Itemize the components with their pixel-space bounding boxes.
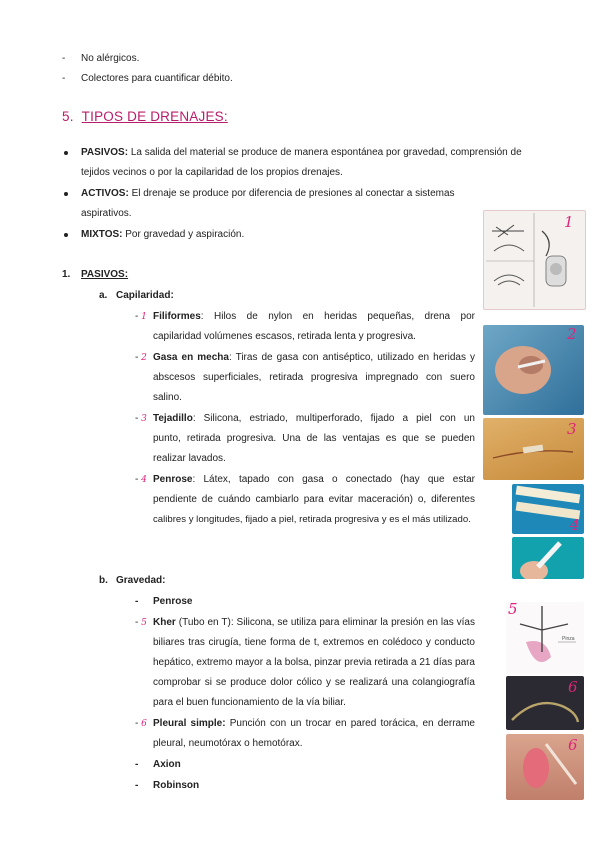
pleural-thorax-photo [506,734,584,800]
bullet-dot [64,233,68,237]
item-tejadillo: - 3 [135,413,147,424]
bullet-activos-cont: aspirativos. [81,208,132,219]
photo-tag-6a: 6 [568,678,578,696]
intro-item-1: - No alérgicos. [62,53,140,64]
intro-item-2: - Colectores para cuantificar débito. [62,73,233,84]
gasa-line-2: abscesos superficiales, retirada progresiva impregnado con suero [153,372,475,383]
photo-tag-4: 4 [570,516,580,534]
diagram-label: Pinza [562,636,575,642]
kher-line-4: comprobar si se produce dolor cólico y se realizará una colangiografía [153,677,475,688]
penrose-line-3: calibres y longitudes, fijado a piel, retirada progresiva y es el más utilizado. [153,514,471,525]
bullet-activos: ACTIVOS: El drenaje se produce por diferencia de presiones al conectar a sistemas [81,188,455,199]
filiformes-line-1: Filiformes: Hilos de nylon en heridas pequeñas, drena por [153,311,475,322]
kher-line-3: hepático, extremo mayor a la bolsa, pinzar previa retirada a 21 días para [153,657,475,668]
bullet-mixtos: MIXTOS: Por gravedad y aspiración. [81,229,245,240]
tejadillo-line-1: Tejadillo: Silicona, estriado, multiperforado, fijado a piel con un [153,413,475,424]
item-pleural: - 6 [135,718,147,729]
kher-line-1: Kher (Tubo en T): Silicona, se utiliza para eliminar la presión en las vías [153,617,475,628]
penrose-line-1: Penrose: Látex, tapado con gasa o conectado (hay que estar [153,474,475,485]
bullet-pasivos: PASIVOS: La salida del material se produce de manera espontánea por gravedad, comprensión de [81,147,522,158]
photo-tag-6b: 6 [568,736,578,754]
item-penrose: - 4 [135,474,147,485]
bullet-dot [64,151,68,155]
penrose-strips-photo [512,484,584,534]
photo-tag-5: 5 [508,602,518,618]
pleural-line-2: pleural, neumotórax o hemotórax. [153,738,303,749]
gasa-line-1: Gasa en mecha: Tiras de gasa con antiséptico, utilizado en heridas y [153,352,475,363]
filiformes-line-2: capilaridad volúmenes escasos, retirada lenta y progresiva. [153,331,416,342]
tejadillo-photo [483,418,584,480]
pasivos-heading: 1. PASIVOS: [62,269,129,280]
capilaridad-heading: a. Capilaridad: [99,290,174,301]
kher-line-2: biliares tras cirugía, tiene forma de t, extremos en colédoco y conducto [153,637,475,648]
item-gasa: - 2 [135,352,147,363]
item-kher: - 5 [135,617,147,628]
photo-tag-2: 2 [567,325,577,343]
gasa-mecha-photo [483,325,584,415]
item-filiformes: - 1 [135,311,147,322]
biliary-drawing [506,602,584,674]
section-heading: 5. TIPOS DE DRENAJES: [62,109,228,124]
item-robinson: - Robinson [135,780,200,791]
kher-diagram-image [506,602,584,674]
gravedad-heading: b. Gravedad: [99,575,166,586]
hand-drawing [512,537,584,579]
kher-line-5: para el buen funcionamiento de la vía biliar. [153,697,346,708]
penrose-hand-photo [512,537,584,579]
photo-tag-3: 3 [567,420,577,438]
item-penrose-gravedad: - Penrose [135,596,193,607]
pleural-line-1: Pleural simple: Punción con un trocar en pared torácica, en derrame [153,718,475,729]
tejadillo-line-2: punto, retirada progresiva. Una de las ventajas es que se pueden [153,433,475,444]
bullet-dot [64,192,68,196]
penrose-line-2: pendiente de cuándo cambiarlo para evitar maceración) o, diferentes [153,494,475,505]
gasa-line-3: salino. [153,392,182,403]
filiformes-diagram-image [483,210,586,310]
bullet-pasivos-cont: tejidos vecinos o por la capilaridad de los propios drenajes. [81,167,343,178]
pleural-tube-photo [506,676,584,730]
photo-tag-1: 1 [564,213,574,231]
tejadillo-line-3: realizar lavados. [153,453,226,464]
item-axion: - Axion [135,759,181,770]
